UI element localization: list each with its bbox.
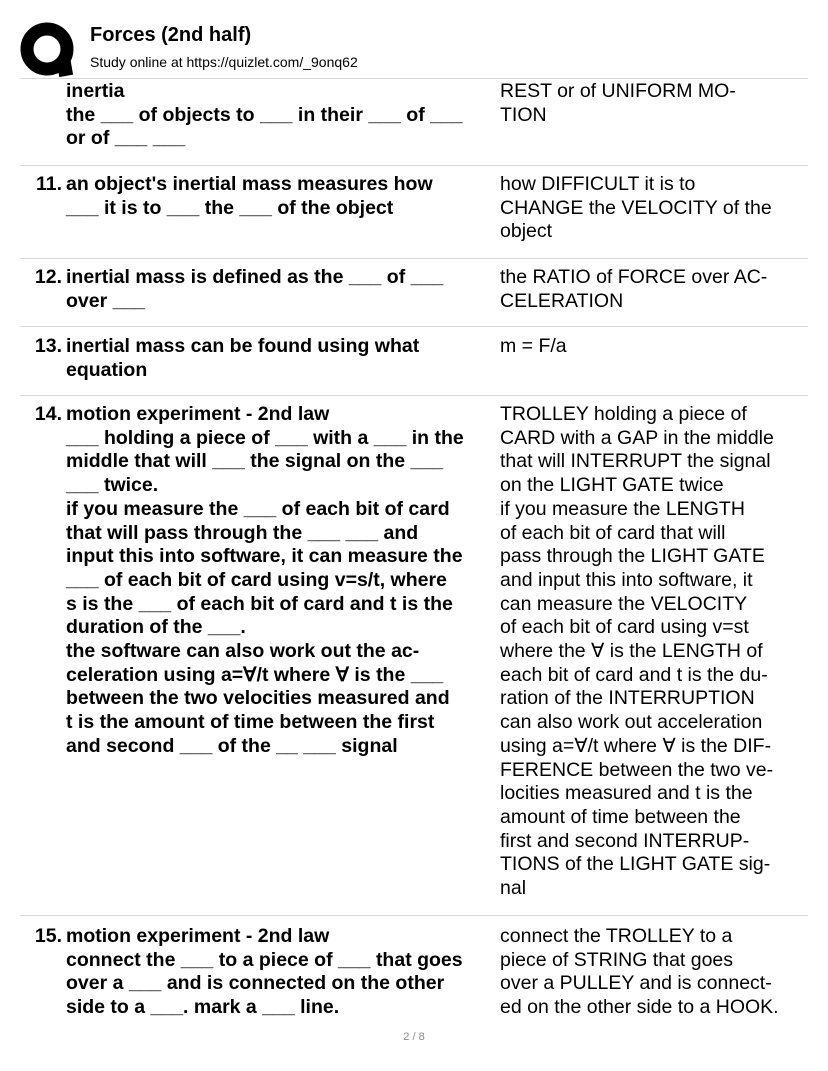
divider <box>20 78 808 79</box>
card-definition <box>500 173 810 244</box>
term-line: ___ twice. <box>66 474 159 497</box>
term-line: ___ holding a piece of ___ with a ___ in the <box>66 426 464 449</box>
definition-line: connect the TROLLEY to a <box>500 925 733 947</box>
card-number: 12. <box>34 266 62 288</box>
term-line: ___ of each bit of card using v=s/t, where <box>66 568 447 591</box>
divider <box>20 395 808 396</box>
definition-line: TROLLEY holding a piece of <box>500 403 747 425</box>
definition-line: first and second INTERRUP- <box>500 829 750 852</box>
definition-line: the RATIO of FORCE over AC- <box>500 266 768 288</box>
definition-line: ration of the INTERRUPTION <box>500 687 755 710</box>
card-definition <box>500 266 810 313</box>
definition-line: where the ∀ is the LENGTH of <box>500 640 763 663</box>
definition-line: REST or of UNIFORM MO- <box>500 80 736 102</box>
definition-line: nal <box>500 877 527 900</box>
card-term <box>66 266 496 313</box>
definition-line: on the LIGHT GATE twice <box>500 474 724 497</box>
definition-line: and input this into software, it <box>500 568 753 591</box>
definition-line: piece of STRING that goes <box>500 948 734 971</box>
term-line: inertial mass is defined as the ___ of ___ <box>66 266 444 288</box>
term-line: inertial mass can be found using what <box>66 335 420 357</box>
definition-line: using a=∀/t where ∀ is the DIF- <box>500 734 772 757</box>
card-definition <box>500 925 810 1020</box>
card-term <box>66 173 496 220</box>
term-line: motion experiment - 2nd law <box>66 403 330 425</box>
term-line: t is the amount of time between the first <box>66 711 435 734</box>
term-line: ___ it is to ___ the ___ of the object <box>66 196 394 219</box>
term-line: input this into software, it can measure the <box>66 545 463 568</box>
term-line: the ___ of objects to ___ in their ___ of ___ <box>66 103 463 126</box>
card-definition <box>500 403 810 901</box>
term-line: and second ___ of the __ ___ signal <box>66 734 398 757</box>
divider <box>20 915 808 916</box>
card-number: 14. <box>34 403 62 425</box>
definition-line: object <box>500 220 553 243</box>
card-number: 13. <box>34 335 62 357</box>
card-term <box>66 403 496 759</box>
term-line: side to a ___. mark a ___ line. <box>66 996 340 1019</box>
definition-line: ed on the other side to a HOOK. <box>500 996 779 1019</box>
definition-line: amount of time between the <box>500 805 741 828</box>
divider <box>20 165 808 166</box>
definition-line: CELERATION <box>500 289 624 312</box>
definition-line: can measure the VELOCITY <box>500 592 748 615</box>
definition-line: that will INTERRUPT the signal <box>500 450 771 473</box>
definition-line: of each bit of card that will <box>500 521 726 544</box>
card-definition <box>500 80 810 127</box>
term-line: if you measure the ___ of each bit of card <box>66 497 450 520</box>
definition-line: pass through the LIGHT GATE <box>500 545 765 568</box>
divider <box>20 258 808 259</box>
card-definition <box>500 335 810 359</box>
term-line: middle that will ___ the signal on the ___ <box>66 450 444 473</box>
card-number: 11. <box>35 173 62 195</box>
term-line: duration of the ___. <box>66 616 246 639</box>
definition-line: CHANGE the VELOCITY of the <box>500 196 772 219</box>
document-title: Forces (2nd half) <box>90 24 252 46</box>
term-line: motion experiment - 2nd law <box>66 925 330 947</box>
definition-line: if you measure the LENGTH <box>500 497 745 520</box>
definition-line: TIONS of the LIGHT GATE sig- <box>500 853 771 876</box>
definition-line: FERENCE between the two ve- <box>500 758 774 781</box>
term-line: inertia <box>66 80 125 102</box>
term-line: between the two velocities measured and <box>66 687 450 710</box>
definition-line: each bit of card and t is the du- <box>500 663 768 686</box>
definition-line: how DIFFICULT it is to <box>500 173 696 195</box>
term-line: over a ___ and is connected on the other <box>66 972 445 995</box>
term-line: the software can also work out the ac- <box>66 640 420 663</box>
definition-line: TION <box>500 103 547 126</box>
term-line: or of ___ ___ <box>66 127 186 150</box>
card-term <box>66 80 496 151</box>
divider <box>20 326 808 327</box>
study-online-link[interactable]: Study online at https://quizlet.com/_9onq62 <box>90 54 358 70</box>
term-line: that will pass through the ___ ___ and <box>66 521 419 544</box>
term-line: s is the ___ of each bit of card and t is the <box>66 592 453 615</box>
term-line: over ___ <box>66 289 146 312</box>
card-number: 15. <box>34 925 62 947</box>
quizlet-logo-icon <box>20 22 76 78</box>
term-line: celeration using a=∀/t where ∀ is the ___ <box>66 663 444 686</box>
term-line: connect the ___ to a piece of ___ that goes <box>66 948 463 971</box>
term-line: equation <box>66 358 148 381</box>
term-line: an object's inertial mass measures how <box>66 173 433 195</box>
card-term <box>66 925 496 1020</box>
definition-line: over a PULLEY and is connect- <box>500 972 772 995</box>
definition-line: CARD with a GAP in the middle <box>500 426 774 449</box>
page-number: 2 / 8 <box>403 1031 425 1043</box>
definition-line: of each bit of card using v=st <box>500 616 749 639</box>
definition-line: locities measured and t is the <box>500 782 753 805</box>
card-term <box>66 335 496 382</box>
definition-line: can also work out acceleration <box>500 711 763 734</box>
definition-line: m = F/a <box>500 335 567 357</box>
